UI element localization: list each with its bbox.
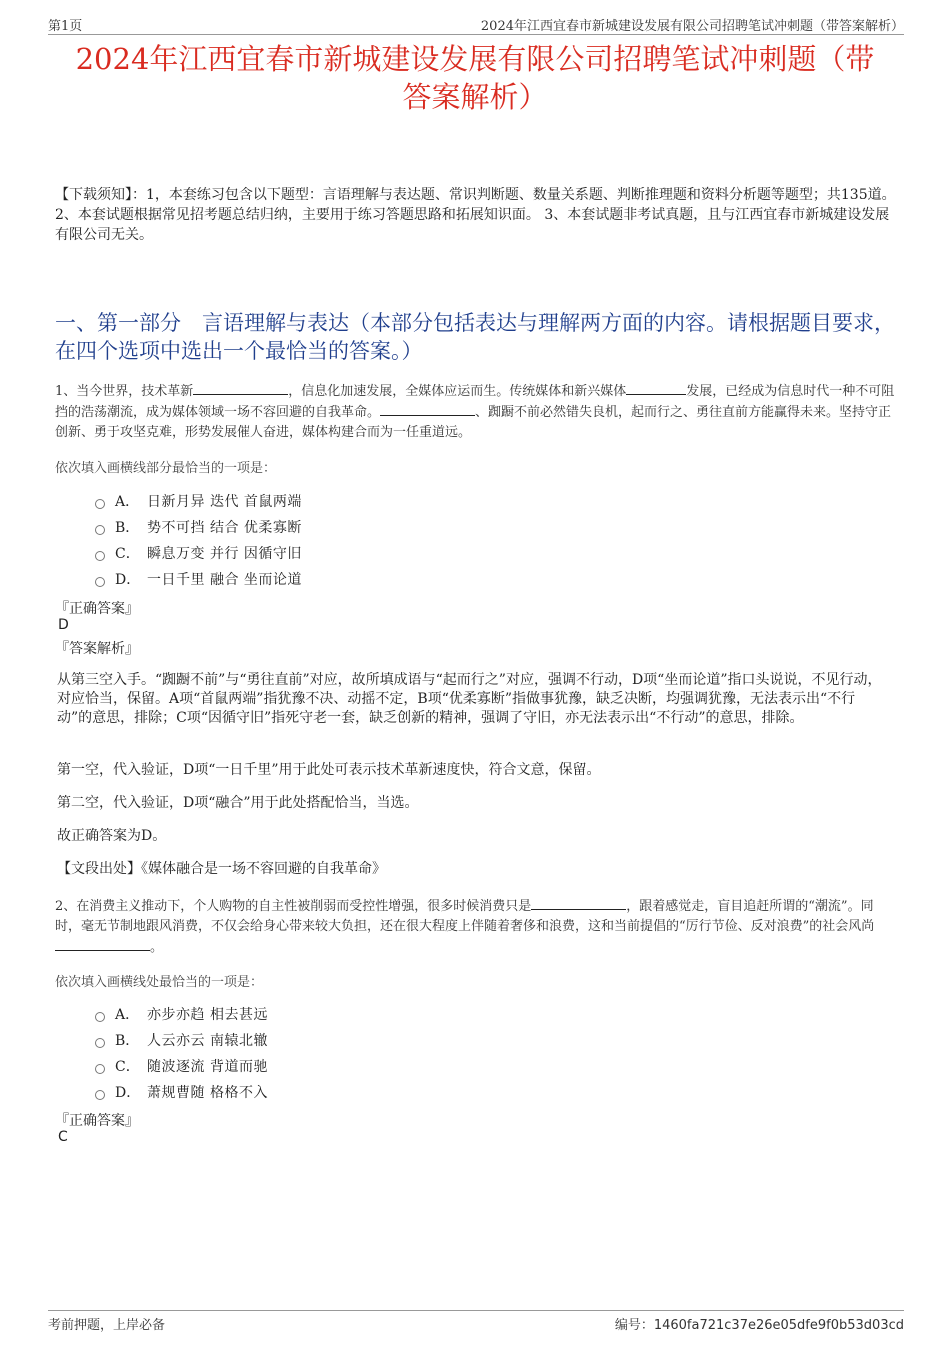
radio-icon[interactable]	[95, 499, 105, 509]
radio-icon[interactable]	[95, 1012, 105, 1022]
radio-icon[interactable]	[95, 577, 105, 587]
blank-1	[193, 381, 288, 395]
analysis-paragraph: 第一空，代入验证，D项“一日千里”用于此处可表示技术革新速度快，符合文意，保留。	[57, 762, 601, 778]
option-c[interactable]: C． 随波逐流 背道而驰	[95, 1053, 268, 1079]
blank-2	[626, 381, 686, 395]
answer-label-1: 『正确答案』	[55, 601, 139, 617]
radio-icon[interactable]	[95, 1064, 105, 1074]
analysis-paragraph: 第二空，代入验证，D项“融合”用于此处搭配恰当，当选。	[57, 795, 419, 811]
option-c[interactable]: C． 瞬息万变 并行 因循守旧	[95, 540, 302, 566]
option-d[interactable]: D． 萧规曹随 格格不入	[95, 1079, 268, 1105]
blank-2	[55, 937, 150, 951]
question-2-options	[95, 1001, 268, 1105]
option-a[interactable]: A． 亦步亦趋 相去甚远	[95, 1001, 268, 1027]
radio-icon[interactable]	[95, 1090, 105, 1100]
title-line-2: 答案解析）	[402, 80, 548, 114]
radio-icon[interactable]	[95, 551, 105, 561]
document-title	[40, 40, 910, 116]
question-2-stem: 2、在消费主义推动下，个人购物的自主性被削弱而受控性增强，很多时候消费只是 ，跟着感觉走，盲目追赶所谓的“潮流”。同时，毫无节制地跟风消费，不仅会给身心带来较大负担，还在很大程度上伴随着奢侈和浪费，这和当前提倡的“厉行节俭、反对浪费”的社会风尚。	[55, 896, 895, 958]
question-1-options	[95, 488, 302, 592]
title-line-1: 2024年江西宜春市新城建设发展有限公司招聘笔试冲刺题（带	[75, 42, 875, 76]
document-id: 编号：1460fa721c37e26e05dfe9f0b53d03cd	[614, 1318, 904, 1333]
source-citation: 【文段出处】《媒体融合是一场不容回避的自我革命》	[57, 861, 386, 877]
question-1-prompt: 依次填入画横线部分最恰当的一项是：	[55, 461, 277, 476]
page-header	[48, 12, 904, 35]
section-title: 一、第一部分 言语理解与表达（本部分包括表达与理解两方面的内容。请根据题目要求，在四个选项中选出一个最恰当的答案。）	[55, 311, 895, 363]
analysis-label-1: 『答案解析』	[55, 641, 139, 657]
option-a[interactable]: A． 日新月异 迭代 首鼠两端	[95, 488, 302, 514]
blank-1	[531, 896, 626, 910]
radio-icon[interactable]	[95, 1038, 105, 1048]
analysis-paragraph: 故正确答案为D。	[57, 828, 167, 844]
answer-label-2: 『正确答案』	[55, 1113, 139, 1129]
running-title: 2024年江西宜春市新城建设发展有限公司招聘笔试冲刺题（带答案解析）	[480, 19, 904, 34]
question-1-stem: 1、当今世界，技术革新 ，信息化加速发展，全媒体应运而生。传统媒体和新兴媒体 发展，已经成为信息时代一种不可阻挡的浩荡潮流，成为媒体领域一场不容回避的自我革命。 、踟蹰不前必然错失良机，起而行之、勇往直前方能赢得未来。坚持守正创新、勇于攻坚克难，形势发展催人奋进，媒体构建合而为一任重道远。	[55, 381, 895, 443]
page-number: 第1页	[48, 19, 83, 34]
option-b[interactable]: B． 人云亦云 南辕北辙	[95, 1027, 268, 1053]
correct-answer-1: D	[58, 617, 69, 633]
radio-icon[interactable]	[95, 525, 105, 535]
blank-3	[380, 402, 475, 416]
download-notice: 【下载须知】：1，本套练习包含以下题型：言语理解与表达题、常识判断题、数量关系题、判断推理题和资料分析题等题型；共135道。 2、本套试题根据常见招考题总结归纳，主要用于练习答题思路和拓展知识面。 3、本套试题非考试真题，且与江西宜春市新城建设发展有限公司无关。	[55, 187, 896, 243]
page-footer	[48, 1310, 904, 1333]
analysis-paragraph: 从第三空入手。“踟蹰不前”与“勇往直前”对应，故所填成语与“起而行之”对应，强调不行动，D项“坐而论道”指口头说说，不见行动，对应恰当，保留。A项“首鼠两端”指犹豫不决、动摇不定，B项“优柔寡断”指做事犹豫，缺乏决断，均强调犹豫，无法表示出“不行动”的意思，排除；C项“因循守旧”指死守老一套，缺乏创新的精神，强调了守旧，亦无法表示出“不行动”的意思，排除。	[57, 672, 882, 726]
question-2-prompt: 依次填入画横线处最恰当的一项是：	[55, 975, 264, 990]
correct-answer-2: C	[58, 1129, 68, 1145]
footer-slogan: 考前押题，上岸必备	[48, 1318, 166, 1333]
option-b[interactable]: B． 势不可挡 结合 优柔寡断	[95, 514, 302, 540]
option-d[interactable]: D． 一日千里 融合 坐而论道	[95, 566, 302, 592]
